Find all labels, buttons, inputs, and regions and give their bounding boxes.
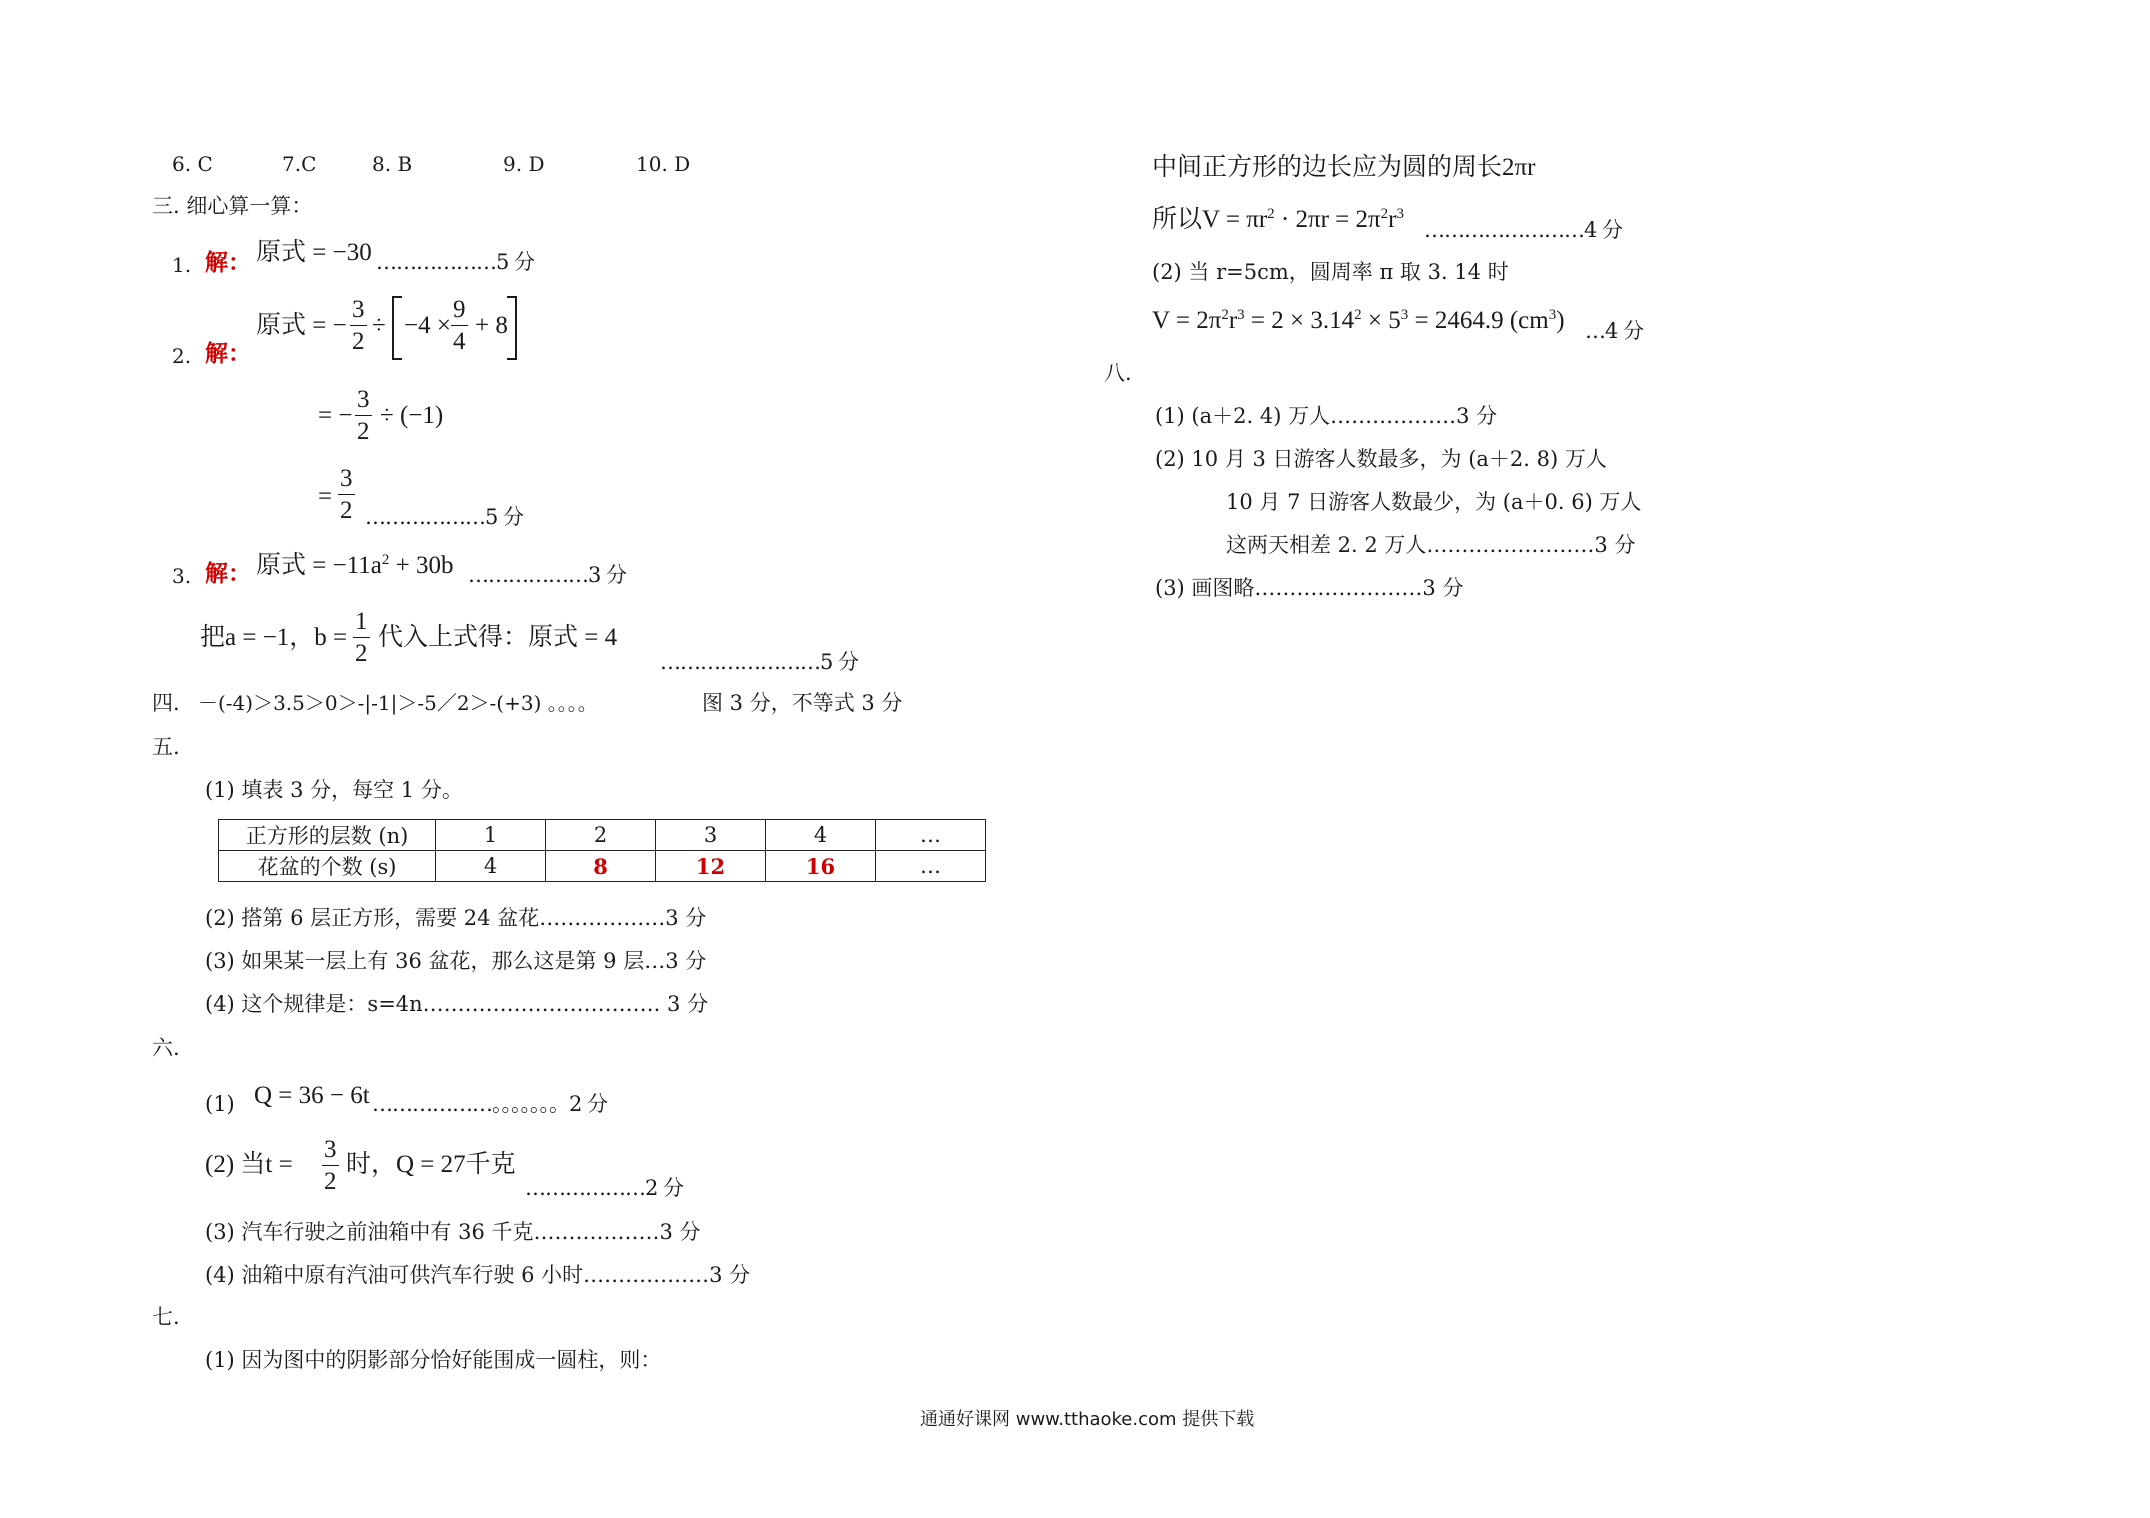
problem-3-score-1: ………………3 分 — [468, 563, 627, 587]
section-5-q1: (1) 填表 3 分，每空 1 分。 — [205, 778, 463, 802]
right-bracket — [507, 296, 517, 360]
flower-pot-table — [218, 819, 986, 882]
table-row — [219, 851, 986, 882]
table-row — [219, 820, 986, 851]
section-6-q2-prefix: (2) 当t = — [205, 1151, 293, 1178]
section-4-inequality: －(-4)＞3.5＞0＞-|-1|＞-5／2＞-(+3) 。。。。 — [198, 691, 598, 715]
section-8-q2a: (2) 10 月 3 日游客人数最多，为 (a＋2. 8) 万人 — [1155, 447, 1607, 471]
section-6-q2-score: ………………2 分 — [525, 1176, 684, 1200]
section-5-q4: (4) 这个规律是：s=4n……………………………. 3 分 — [205, 992, 709, 1016]
problem-3-line-2-prefix: 把a = −1，b = — [200, 624, 348, 651]
section-7-r2-score: ……………………4 分 — [1424, 218, 1623, 242]
problem-2-line-3-fraction: 3 2 — [340, 465, 353, 524]
section-3-title: 三. 细心算一算： — [152, 194, 313, 218]
section-8-q1: (1) (a＋2. 4) 万人………………3 分 — [1155, 404, 1498, 428]
problem-2-line-2-rest: ÷ (−1) — [380, 402, 444, 429]
section-6-label: 六. — [152, 1036, 180, 1060]
problem-2-number: 2. — [172, 344, 192, 368]
problem-2-line-2-prefix: = − — [318, 402, 353, 429]
section-7-q1: (1) 因为图中的阴影部分恰好能围成一圆柱，则： — [205, 1348, 662, 1372]
answer-q10: 10. D — [636, 152, 691, 176]
section-6-q4: (4) 油箱中原有汽油可供汽车行驶 6 小时………………3 分 — [205, 1263, 751, 1287]
table-row-header: 花盆的个数 (s) — [219, 851, 436, 882]
section-7-r2: 所以$V = \pi r^2 \cdot 2\pi r = 2\pi^2r^3$ — [1152, 206, 1404, 233]
problem-2-score: ………………5 分 — [365, 505, 524, 529]
problem-2-prefix: 原式 = − — [256, 312, 347, 339]
table-cell: … — [876, 820, 986, 851]
section-5-label: 五. — [152, 735, 180, 759]
answer-q6: 6. C — [172, 152, 213, 176]
section-7-r1: 中间正方形的边长应为圆的周长2πr — [1152, 154, 1536, 181]
problem-2-jie: 解： — [205, 340, 251, 367]
section-4-score: 图 3 分，不等式 3 分 — [702, 691, 903, 715]
answer-q8: 8. B — [372, 152, 413, 176]
table-cell: 4 — [766, 820, 876, 851]
section-8-q2b: 10 月 7 日游客人数最少，为 (a＋0. 6) 万人 — [1226, 490, 1642, 514]
problem-2-fraction-1: 3 2 — [352, 296, 365, 355]
table-row-header: 正方形的层数 (n) — [219, 820, 436, 851]
problem-3-jie: 解： — [205, 560, 251, 587]
problem-2-line-2-fraction: 3 2 — [357, 386, 370, 445]
section-7-r3: (2) 当 r=5cm，圆周率 π 取 3. 14 时 — [1152, 260, 1509, 284]
problem-2-fraction-2: 9 4 — [453, 296, 466, 355]
table-cell: 1 — [436, 820, 546, 851]
section-6-q2-fraction: 3 2 — [324, 1136, 337, 1195]
problem-1-score: ………………5 分 — [376, 250, 535, 274]
problem-3-line-2-rest: 代入上式得：原式 = 4 — [378, 624, 618, 651]
problem-2-divide: ÷ — [372, 312, 386, 339]
section-5-q2: (2) 搭第 6 层正方形，需要 24 盆花………………3 分 — [205, 906, 707, 930]
table-cell: 2 — [546, 820, 656, 851]
section-6-q1-expr: Q = 36 − 6t — [254, 1082, 370, 1109]
section-8-label: 八. — [1104, 361, 1132, 385]
problem-2-line-3-prefix: = — [318, 483, 333, 510]
section-6-q1-score: ………………。。。。。。。2 分 — [372, 1092, 608, 1116]
section-6-q1-prefix: (1) — [205, 1092, 235, 1116]
table-cell-answer: 16 — [766, 851, 876, 882]
section-8-q3: (3) 画图略……………………3 分 — [1155, 576, 1464, 600]
problem-3-expr: 原式 = $-11a^2 + 30b$ — [256, 552, 454, 579]
answer-q9: 9. D — [503, 152, 545, 176]
problem-1-number: 1. — [172, 253, 192, 277]
section-7-r4: $V = 2\pi^2r^3 = 2 \times 3.14^2 \times 5^3 = 2464.9$ $(cm^3)$ — [1152, 307, 1565, 334]
table-cell: … — [876, 851, 986, 882]
section-8-q2c: 这两天相差 2. 2 万人……………………3 分 — [1226, 533, 1636, 557]
problem-3-number: 3. — [172, 564, 192, 588]
section-7-r4-score: …4 分 — [1585, 319, 1644, 343]
footer-source: 通通好课网 www.tthaoke.com 提供下载 — [920, 1409, 1255, 1430]
problem-2-inner-1: −4 × — [404, 312, 451, 339]
section-7-label: 七. — [152, 1305, 180, 1329]
table-cell: 4 — [436, 851, 546, 882]
problem-3-score-2: ……………………5 分 — [660, 650, 859, 674]
left-bracket — [392, 296, 402, 360]
problem-3-line-2-fraction: 1 2 — [355, 608, 368, 667]
section-6-q3: (3) 汽车行驶之前油箱中有 36 千克………………3 分 — [205, 1220, 701, 1244]
problem-1-expr: 原式 = −30 — [256, 239, 372, 266]
problem-1-jie: 解： — [205, 249, 251, 276]
problem-2-inner-2: + 8 — [475, 312, 508, 339]
section-6-q2-rest: 时，Q = 27千克 — [346, 1151, 516, 1178]
table-cell: 3 — [656, 820, 766, 851]
table-cell-answer: 12 — [656, 851, 766, 882]
answer-q7: 7.C — [282, 152, 317, 176]
section-5-q3: (3) 如果某一层上有 36 盆花，那么这是第 9 层…3 分 — [205, 949, 707, 973]
section-4-label: 四. — [152, 691, 180, 715]
table-cell-answer: 8 — [546, 851, 656, 882]
